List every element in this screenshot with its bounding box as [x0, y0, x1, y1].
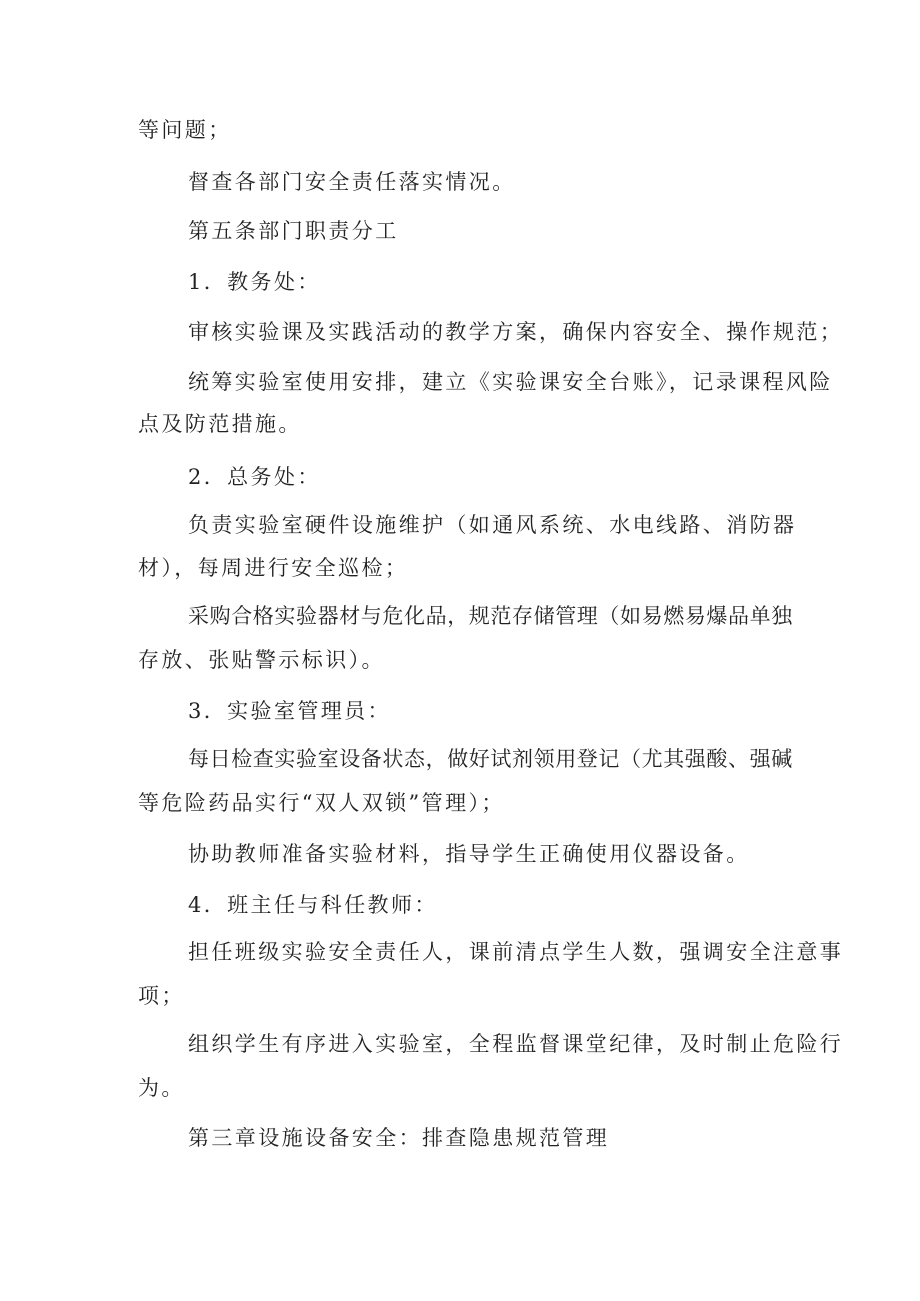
text-line-1: 等问题； [138, 118, 232, 142]
text-line-9: 负责实验室硬件设施维护（如通风系统、水电线路、消防器 [188, 513, 797, 537]
text-line-12: 存放、张贴警示标识）。 [138, 648, 385, 672]
text-line-21: 为。 [138, 1076, 185, 1100]
subheading-teachers: 4．班主任与科任教师： [188, 893, 438, 917]
text-line-14: 每日检查实验室设备状态，做好试剂领用登记（尤其强酸、强碱 [188, 747, 793, 771]
text-line-11: 采购合格实验器材与危化品，规范存储管理（如易燃易爆品单独 [188, 604, 793, 628]
text-line-20: 组织学生有序进入实验室，全程监督课堂纪律，及时制止危险行 [188, 1032, 844, 1056]
text-line-10: 材），每周进行安全巡检； [138, 556, 409, 580]
text-line-5: 审核实验课及实践活动的教学方案，确保内容安全、操作规范； [188, 320, 844, 344]
text-line-16: 协助教师准备实验材料，指导学生正确使用仪器设备。 [188, 842, 750, 866]
subheading-lab-manager: 3．实验室管理员： [188, 699, 391, 723]
subheading-academic-affairs: 1．教务处： [188, 270, 321, 294]
text-line-18: 担任班级实验安全责任人，课前清点学生人数，强调安全注意事 [188, 940, 844, 964]
text-line-2: 督查各部门安全责任落实情况。 [188, 170, 516, 194]
chapter-heading-3: 第三章设施设备安全：排查隐患规范管理 [188, 1126, 610, 1150]
subheading-general-affairs: 2．总务处： [188, 465, 321, 489]
text-line-19: 项； [138, 984, 185, 1008]
text-line-6: 统筹实验室使用安排，建立《实验课安全台账》，记录课程风险 [188, 370, 833, 394]
section-heading-5: 第五条部门职责分工 [188, 219, 399, 243]
text-line-7: 点及防范措施。 [138, 412, 302, 436]
text-line-15: 等危险药品实行“双人双锁”管理）； [138, 791, 505, 815]
